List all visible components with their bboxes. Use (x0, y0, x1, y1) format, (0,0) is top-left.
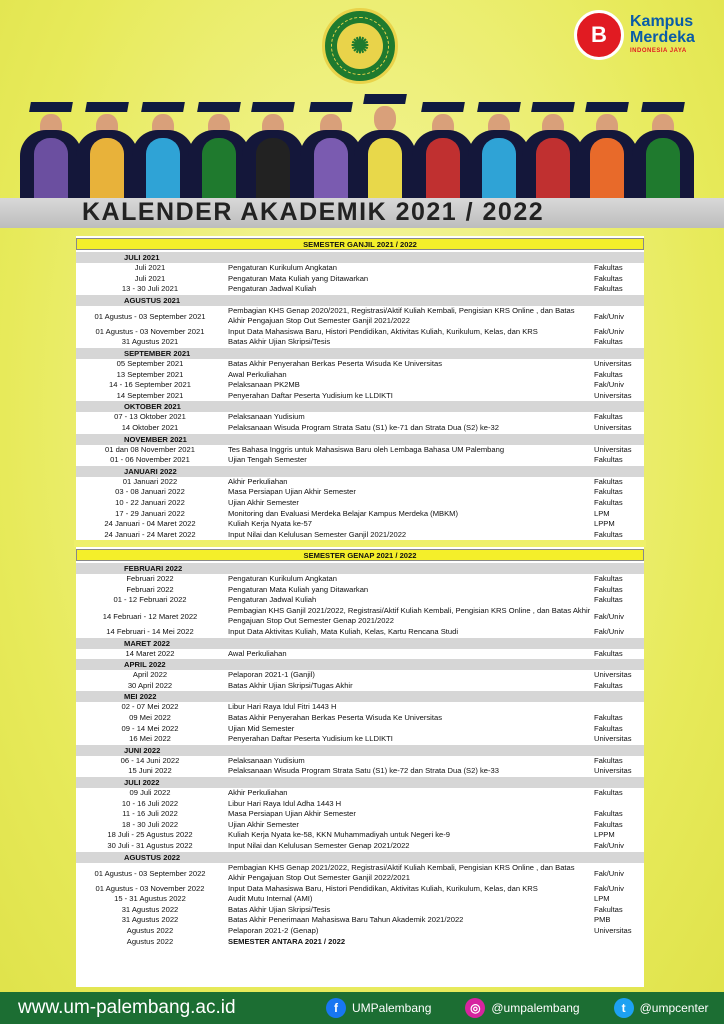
event-activity: Pengaturan Jadwal Kuliah (228, 284, 317, 294)
calendar-row (76, 734, 644, 745)
event-activity: Pelaksanaan PK2MB (228, 380, 300, 390)
calendar-row (76, 274, 644, 285)
event-activity: Pengaturan Kurikulum Angkatan (228, 263, 337, 272)
calendar-row (76, 327, 644, 338)
month-header: NOVEMBER 2021 (76, 434, 644, 445)
calendar-row (76, 926, 644, 937)
event-date: 15 Juni 2022 (128, 766, 172, 776)
event-unit: Fakultas (594, 412, 623, 422)
event-unit: Fakultas (594, 809, 623, 819)
calendar-row (76, 884, 644, 895)
official-figure (522, 102, 584, 200)
official-figure (354, 94, 416, 200)
event-date: 01 Agustus - 03 September 2022 (94, 868, 206, 878)
event-unit: Universitas (594, 670, 632, 680)
event-date: 24 Januari - 24 Maret 2022 (104, 529, 196, 539)
event-date: Juli 2021 (134, 263, 166, 272)
event-activity: Ujian Tengah Semester (228, 455, 307, 465)
event-unit: Fakultas (594, 574, 623, 584)
calendar-row (76, 830, 644, 841)
event-activity: Pelaksanaan Wisuda Program Strata Satu (S1) ke-72 dan Strata Dua (S2) ke-33 (228, 766, 499, 776)
event-activity: Audit Mutu Internal (AMI) (228, 894, 313, 904)
event-unit: Fakultas (594, 755, 623, 765)
event-activity: Monitoring dan Evaluasi Merdeka Belajar Kampus Merdeka (MBKM) (228, 508, 459, 518)
event-activity: Pelaksanaan Yudisium (228, 755, 305, 765)
event-activity: Batas Akhir Penerimaan Mahasiswa Baru Tahun Akademik 2021/2022 (228, 915, 464, 925)
event-date: 24 Januari - 04 Maret 2022 (104, 519, 196, 529)
instagram-icon: ◎ (465, 998, 485, 1018)
officials-photo (20, 92, 710, 200)
event-date: 05 September 2021 (116, 358, 184, 368)
month-header: SEPTEMBER 2021 (76, 348, 644, 359)
event-unit: Universitas (594, 734, 632, 744)
calendar-row (76, 359, 644, 370)
calendar-row (76, 380, 644, 391)
official-figure (576, 102, 638, 200)
calendar-row (76, 681, 644, 692)
calendar-row (76, 606, 644, 627)
event-date: 17 - 29 Januari 2022 (115, 508, 185, 518)
event-unit: Fak/Univ (594, 380, 624, 390)
event-activity: Tes Bahasa Inggris untuk Mahasiswa Baru oleh Lembaga Bahasa UM Palembang (228, 444, 505, 454)
event-date: 14 - 16 September 2021 (109, 380, 191, 390)
event-activity: Ujian Akhir Semester (228, 819, 299, 829)
event-activity: Kuliah Kerja Nyata ke-57 (228, 519, 312, 529)
calendar-row (76, 713, 644, 724)
semester-header: SEMESTER GENAP 2021 / 2022 (76, 549, 644, 561)
event-unit: Fakultas (594, 497, 623, 507)
calendar-row (76, 670, 644, 681)
event-unit (592, 799, 644, 809)
event-unit: Fakultas (594, 904, 623, 914)
calendar-row (76, 306, 644, 327)
event-activity: Pembagian KHS Ganjil 2021/2022, Registrasi/Aktif Kuliah Kembali, Pengisian KRS Online , dan Batas Akhir Pengajuan Stop Out Semester Genap 2021/2022 (228, 606, 591, 626)
calendar-table (76, 236, 644, 987)
official-figure (76, 102, 138, 200)
event-unit: Fakultas (594, 273, 623, 283)
event-unit: Fakultas (594, 337, 623, 347)
event-unit: Fakultas (594, 648, 623, 658)
calendar-row (76, 627, 644, 638)
event-unit: Fak/Univ (594, 311, 624, 321)
calendar-row (76, 412, 644, 423)
event-date: 14 Februari - 12 Maret 2022 (102, 612, 198, 622)
event-unit: Universitas (594, 444, 632, 454)
month-header: JULI 2022 (76, 777, 644, 788)
calendar-row (76, 863, 644, 884)
event-unit: Fak/Univ (594, 883, 624, 893)
event-activity: Pengaturan Jadwal Kuliah (228, 595, 317, 605)
event-unit: Universitas (594, 358, 632, 368)
event-activity: SEMESTER ANTARA 2021 / 2022 (228, 936, 346, 946)
event-activity: Pembagian KHS Genap 2021/2022, Registrasi/Aktif Kuliah Kembali, Pengisian KRS Online , dan Batas Akhir Pengajuan Stop Out Semester Ganjil 2022/2021 (228, 862, 575, 882)
website-url[interactable]: www.um-palembang.ac.id (18, 997, 236, 1018)
calendar-row (76, 905, 644, 916)
event-activity: Pelaksanaan Wisuda Program Strata Satu (S1) ke-71 dan Strata Dua (S2) ke-32 (228, 422, 499, 432)
calendar-row (76, 445, 644, 456)
month-header: JANUARI 2022 (76, 466, 644, 477)
event-activity: Masa Persiapan Ujian Akhir Semester (228, 487, 356, 497)
event-unit: Fakultas (594, 263, 623, 272)
event-activity: Input Nilai dan Kelulusan Semester Genap 2021/2022 (228, 840, 410, 850)
event-activity: Input Data Mahasiswa Baru, Histori Pendidikan, Aktivitas Kuliah, Kurikulum, Kelas, dan KRS (228, 326, 538, 336)
event-date: Februari 2022 (126, 584, 174, 594)
month-header: JUNI 2022 (76, 745, 644, 756)
event-date: 14 Oktober 2021 (121, 422, 179, 432)
event-unit: Fakultas (594, 284, 623, 294)
calendar-row (76, 915, 644, 926)
event-activity: Pengaturan Kurikulum Angkatan (228, 574, 337, 584)
event-date: 16 Mei 2022 (129, 734, 171, 744)
event-activity: Pembagian KHS Genap 2020/2021, Registrasi/Aktif Kuliah Kembali, Pengisian KRS Online , dan Batas Akhir Pengajuan Stop Out Semester Ganjil 2021/2022 (228, 305, 575, 325)
event-unit: Universitas (594, 925, 632, 935)
month-header: FEBRUARI 2022 (76, 563, 644, 574)
event-unit: Fakultas (594, 529, 623, 539)
official-figure (242, 102, 304, 200)
calendar-row (76, 841, 644, 852)
calendar-row (76, 756, 644, 767)
section-gap (74, 540, 646, 547)
event-unit: Universitas (594, 422, 632, 432)
event-date: 01 - 12 Februari 2022 (113, 595, 187, 605)
event-unit: Fakultas (594, 788, 623, 797)
event-date: 14 Maret 2022 (125, 648, 175, 658)
calendar-row (76, 391, 644, 402)
event-unit: Fak/Univ (594, 840, 624, 850)
event-date: 09 Juli 2022 (129, 788, 171, 797)
event-date: 09 - 14 Mei 2022 (121, 723, 179, 733)
calendar-row (76, 337, 644, 348)
calendar-row (76, 595, 644, 606)
event-date: 01 - 06 November 2021 (110, 455, 190, 465)
event-unit: Fak/Univ (594, 612, 624, 622)
calendar-row (76, 509, 644, 520)
event-unit: Fak/Univ (594, 326, 624, 336)
event-unit: LPPM (594, 519, 615, 529)
twitter-icon: t (614, 998, 634, 1018)
official-figure (188, 102, 250, 200)
calendar-row (76, 263, 644, 274)
event-unit: Fakultas (594, 819, 623, 829)
event-activity: Pengaturan Mata Kuliah yang Ditawarkan (228, 584, 369, 594)
calendar-row (76, 574, 644, 585)
event-date: 30 Juli - 31 Agustus 2022 (107, 840, 193, 850)
event-unit: Fakultas (594, 476, 623, 486)
event-unit: LPM (594, 894, 610, 904)
event-date: 14 September 2021 (116, 390, 184, 400)
kampus-merdeka-logo (630, 14, 716, 54)
event-unit: Fakultas (594, 369, 623, 379)
event-date: 01 Agustus - 03 November 2022 (95, 883, 205, 893)
event-activity: Libur Hari Raya Idul Adha 1443 H (228, 798, 342, 808)
calendar-row (76, 585, 644, 596)
event-activity: Input Data Mahasiswa Baru, Histori Pendidikan, Aktivitas Kuliah, Kurikulum, Kelas, dan KRS (228, 883, 538, 893)
event-activity: Ujian Mid Semester (228, 723, 295, 733)
event-date: 13 September 2021 (116, 369, 184, 379)
event-activity: Penyerahan Daftar Peserta Yudisium ke LLDIKTI (228, 390, 393, 400)
university-logo (322, 8, 398, 84)
instagram-handle: @umpalembang (491, 1001, 580, 1015)
event-activity: Penyerahan Daftar Peserta Yudisium ke LLDIKTI (228, 734, 393, 744)
event-unit: LPM (594, 508, 610, 518)
calendar-row (76, 477, 644, 488)
official-figure (20, 102, 82, 200)
event-activity: Kuliah Kerja Nyata ke-58, KKN Muhammadiyah untuk Negeri ke-9 (228, 830, 451, 840)
event-date: 31 Agustus 2022 (121, 915, 179, 925)
event-date: Agustus 2022 (126, 936, 174, 946)
event-activity: Input Data Aktivitas Kuliah, Mata Kuliah, Kelas, Kartu Rencana Studi (228, 627, 459, 637)
event-date: 10 - 16 Juli 2022 (121, 798, 179, 808)
event-activity: Awal Perkuliahan (228, 648, 287, 658)
facebook-link[interactable] (326, 998, 431, 1018)
event-activity: Akhir Perkuliahan (228, 476, 288, 486)
month-header: JULI 2021 (76, 252, 644, 263)
page-title: KALENDER AKADEMIK 2021 / 2022 (82, 198, 545, 226)
event-unit (592, 702, 644, 712)
event-unit: Universitas (594, 390, 632, 400)
event-activity: Awal Perkuliahan (228, 369, 287, 379)
event-date: 18 Juli - 25 Agustus 2022 (107, 830, 193, 840)
month-header: AGUSTUS 2022 (76, 852, 644, 863)
km-line1: Kampus (630, 13, 694, 30)
month-header: AGUSTUS 2021 (76, 295, 644, 306)
official-figure (632, 102, 694, 200)
event-unit: Fakultas (594, 680, 623, 690)
event-date: 01 dan 08 November 2021 (105, 444, 195, 454)
calendar-row (76, 766, 644, 777)
calendar-row (76, 487, 644, 498)
event-unit: Fakultas (594, 595, 623, 605)
calendar-row (76, 370, 644, 381)
event-unit (592, 937, 644, 947)
accreditation-badge: B (574, 10, 624, 60)
event-activity: Batas Akhir Ujian Skripsi/Tugas Akhir (228, 680, 353, 690)
event-date: 01 Agustus - 03 September 2021 (94, 311, 206, 321)
calendar-row (76, 809, 644, 820)
event-unit: Fakultas (594, 487, 623, 497)
event-date: 18 - 30 Juli 2022 (121, 819, 179, 829)
event-activity: Input Nilai dan Kelulusan Semester Ganjil 2021/2022 (228, 529, 407, 539)
calendar-row (76, 799, 644, 810)
calendar-row (76, 423, 644, 434)
event-unit: Fak/Univ (594, 627, 624, 637)
official-figure (300, 102, 362, 200)
month-header: APRIL 2022 (76, 659, 644, 670)
event-date: 14 Februari - 14 Mei 2022 (106, 627, 194, 637)
calendar-row (76, 894, 644, 905)
event-unit: Fakultas (594, 455, 623, 465)
event-unit: Fakultas (594, 723, 623, 733)
event-activity: Pengaturan Mata Kuliah yang Ditawarkan (228, 273, 369, 283)
month-header: MARET 2022 (76, 638, 644, 649)
facebook-icon: f (326, 998, 346, 1018)
event-date: 15 - 31 Agustus 2022 (114, 894, 186, 904)
calendar-row (76, 455, 644, 466)
twitter-handle: @umpcenter (639, 1001, 709, 1015)
official-figure (468, 102, 530, 200)
footer-bar (0, 992, 724, 1024)
event-date: 31 Agustus 2021 (121, 337, 179, 347)
event-unit: Fakultas (594, 584, 623, 594)
event-activity: Pelaksanaan Yudisium (228, 412, 305, 422)
event-date: Februari 2022 (126, 574, 174, 584)
event-date: Agustus 2022 (126, 925, 174, 935)
calendar-row (76, 724, 644, 735)
event-activity: Masa Persiapan Ujian Akhir Semester (228, 809, 356, 819)
event-activity: Akhir Perkuliahan (228, 788, 288, 797)
event-date: 09 Mei 2022 (129, 713, 171, 723)
calendar-row (76, 519, 644, 530)
event-date: 11 - 16 Juli 2022 (122, 809, 178, 819)
university-seal-icon: ✺ (337, 23, 383, 69)
event-activity: Ujian Akhir Semester (228, 497, 299, 507)
event-date: 02 - 07 Mei 2022 (121, 702, 179, 712)
km-line2: Merdeka (630, 29, 695, 46)
calendar-row (76, 702, 644, 713)
event-date: 06 - 14 Juni 2022 (120, 755, 180, 765)
event-unit: Fakultas (594, 713, 623, 723)
event-date: 01 Agustus - 03 November 2021 (95, 326, 205, 336)
calendar-row (76, 498, 644, 509)
instagram-link[interactable] (465, 998, 579, 1018)
event-unit: PMB (594, 915, 611, 925)
semester-header: SEMESTER GANJIL 2021 / 2022 (76, 238, 644, 250)
facebook-handle: UMPalembang (352, 1001, 432, 1015)
event-date: 10 - 22 Januari 2022 (115, 497, 185, 507)
event-date: 31 Agustus 2022 (121, 904, 179, 914)
event-date: 30 April 2022 (127, 680, 173, 690)
calendar-row (76, 284, 644, 295)
event-date: 03 - 08 Januari 2022 (115, 487, 185, 497)
event-activity: Batas Akhir Ujian Skripsi/Tesis (228, 904, 331, 914)
official-figure (132, 102, 194, 200)
calendar-row (76, 530, 644, 541)
twitter-link[interactable] (614, 998, 709, 1018)
calendar-row (76, 937, 644, 948)
event-activity: Batas Akhir Ujian Skripsi/Tesis (228, 337, 331, 347)
month-header: OKTOBER 2021 (76, 401, 644, 412)
calendar-row (76, 820, 644, 831)
event-activity: Batas Akhir Penyerahan Berkas Peserta Wisuda Ke Universitas (228, 713, 442, 723)
event-activity: Pelaporan 2021-1 (Ganjil) (228, 670, 315, 680)
month-header: MEI 2022 (76, 691, 644, 702)
event-activity: Batas Akhir Penyerahan Berkas Peserta Wisuda Ke Universitas (228, 358, 442, 368)
official-figure (412, 102, 474, 200)
event-date: 13 - 30 Juli 2021 (121, 284, 179, 294)
event-unit: Universitas (594, 766, 632, 776)
event-date: 07 - 13 Oktober 2021 (114, 412, 186, 422)
event-unit: LPPM (594, 830, 615, 840)
calendar-row (76, 788, 644, 799)
event-date: April 2022 (132, 670, 168, 680)
event-unit: Fak/Univ (594, 868, 624, 878)
event-activity: Pelaporan 2021-2 (Genap) (228, 925, 319, 935)
km-line3: INDONESIA JAYA (630, 48, 687, 54)
event-activity: Libur Hari Raya Idul Fitri 1443 H (228, 702, 337, 712)
calendar-row (76, 649, 644, 660)
event-date: 01 Januari 2022 (122, 476, 178, 486)
event-date: Juli 2021 (134, 273, 166, 283)
